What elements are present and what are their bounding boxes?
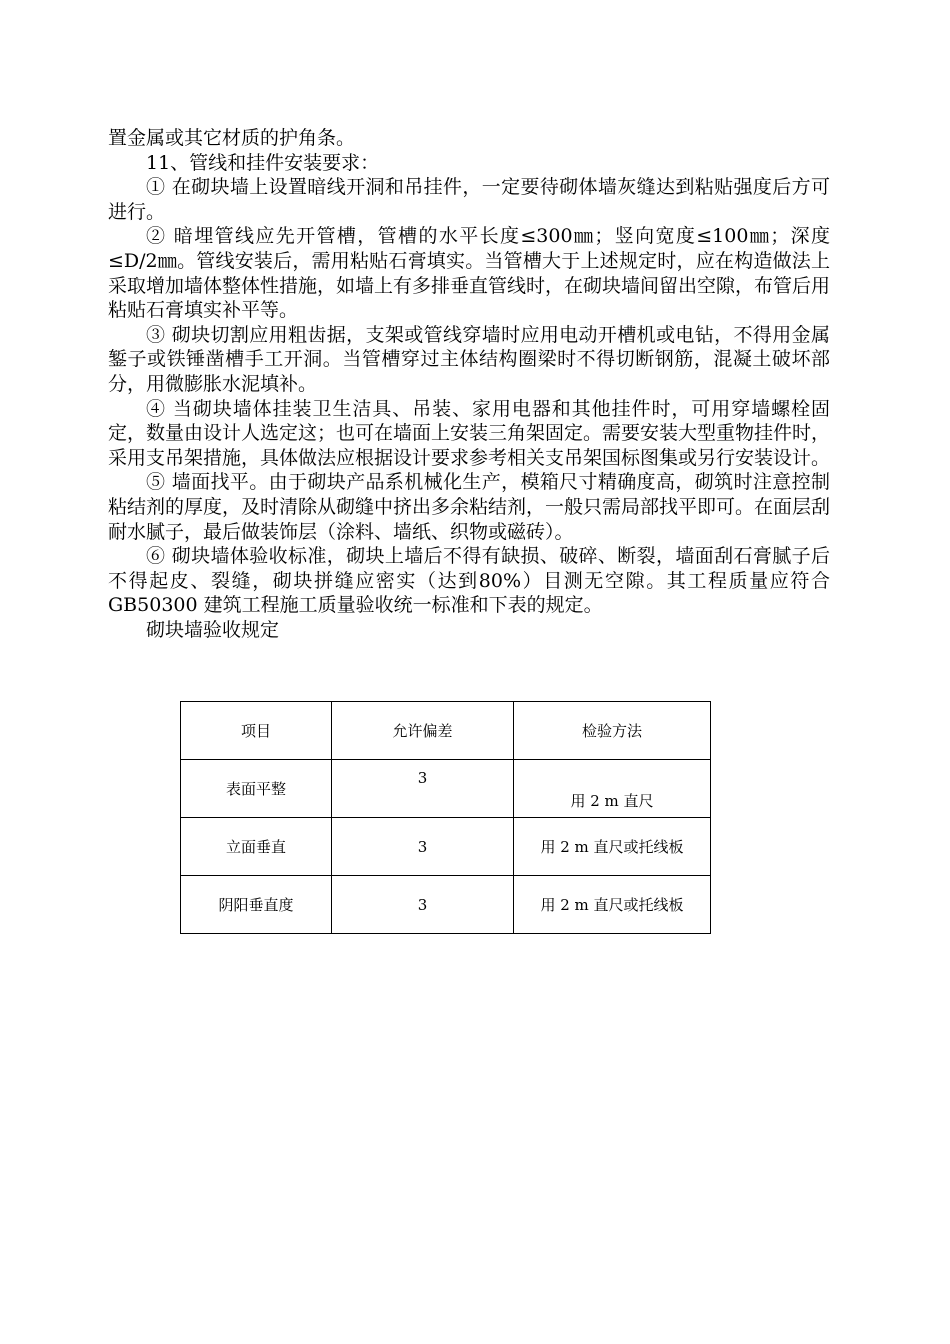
paragraph-item-4: ④ 当砌块墙体挂装卫生洁具、吊装、家用电器和其他挂件时，可用穿墙螺栓固定，数量由设计人选定这；也可在墙面上安装三角架固定。需要安装大型重物挂件时，采用支吊架措施，具体做法应根据设计要求参考相关支吊架国标图集或另行安装设计。 xyxy=(108,397,831,469)
table-caption: 砌块墙验收规定 xyxy=(146,618,280,641)
header-tolerance: 允许偏差 xyxy=(332,702,514,760)
cell-tolerance xyxy=(332,760,514,818)
table-row xyxy=(181,876,711,934)
document-body xyxy=(108,126,830,642)
method-value: 用 2 m 直尺 xyxy=(570,792,654,810)
paragraph-continuation: 置金属或其它材质的护角条。 xyxy=(108,127,356,149)
cell-tolerance: 3 xyxy=(332,818,514,876)
section-heading-11: 11、管线和挂件安装要求： xyxy=(146,151,380,174)
cell-item: 立面垂直 xyxy=(181,818,332,876)
header-method: 检验方法 xyxy=(514,702,711,760)
table-header-row xyxy=(181,702,711,760)
table-row xyxy=(181,818,711,876)
paragraph-item-3: ③ 砌块切割应用粗齿据，支架或管线穿墙时应用电动开槽机或电钻，不得用金属錾子或铁锤凿槽手工开洞。当管槽穿过主体结构圈梁时不得切断钢筋，混凝土破坏部分，用微膨胀水泥填补。 xyxy=(108,323,830,395)
cell-item: 阴阳垂直度 xyxy=(181,876,332,934)
cell-method: 用 2 m 直尺或托线板 xyxy=(514,818,711,876)
cell-item: 表面平整 xyxy=(181,760,332,818)
paragraph-item-6: ⑥ 砌块墙体验收标准，砌块上墙后不得有缺损、破碎、断裂，墙面刮石膏腻子后不得起皮、裂缝，砌块拼缝应密实（达到80%）目测无空隙。其工程质量应符合 GB50300 建筑工程施工质量验收统一标准和下表的规定。 xyxy=(108,545,830,617)
paragraph-item-1: ① 在砌块墙上设置暗线开洞和吊挂件，一定要待砌体墙灰缝达到粘贴强度后方可进行。 xyxy=(108,176,830,223)
tolerance-value: 3 xyxy=(417,769,428,787)
table-row xyxy=(181,760,711,818)
header-item: 项目 xyxy=(181,702,332,760)
paragraph-item-2: ② 暗埋管线应先开管槽，管槽的水平长度≤300㎜；竖向宽度≤100㎜；深度≤D/2㎜。管线安装后，需用粘贴石膏填实。当管槽大于上述规定时，应在构造做法上采取增加墙体整体性措施，如墙上有多排垂直管线时，在砌块墙间留出空隙，布管后用粘贴石膏填实补平等。 xyxy=(108,225,831,322)
paragraph-item-5: ⑤ 墙面找平。由于砌块产品系机械化生产，模箱尺寸精确度高，砌筑时注意控制粘结剂的厚度，及时清除从砌缝中挤出多余粘结剂，一般只需局部找平即可。在面层刮耐水腻子，最后做装饰层（涂料、墙纸、织物或磁砖）。 xyxy=(108,471,831,543)
acceptance-table xyxy=(180,701,711,934)
cell-method xyxy=(514,760,711,818)
cell-method: 用 2 m 直尺或托线板 xyxy=(514,876,711,934)
cell-tolerance: 3 xyxy=(332,876,514,934)
